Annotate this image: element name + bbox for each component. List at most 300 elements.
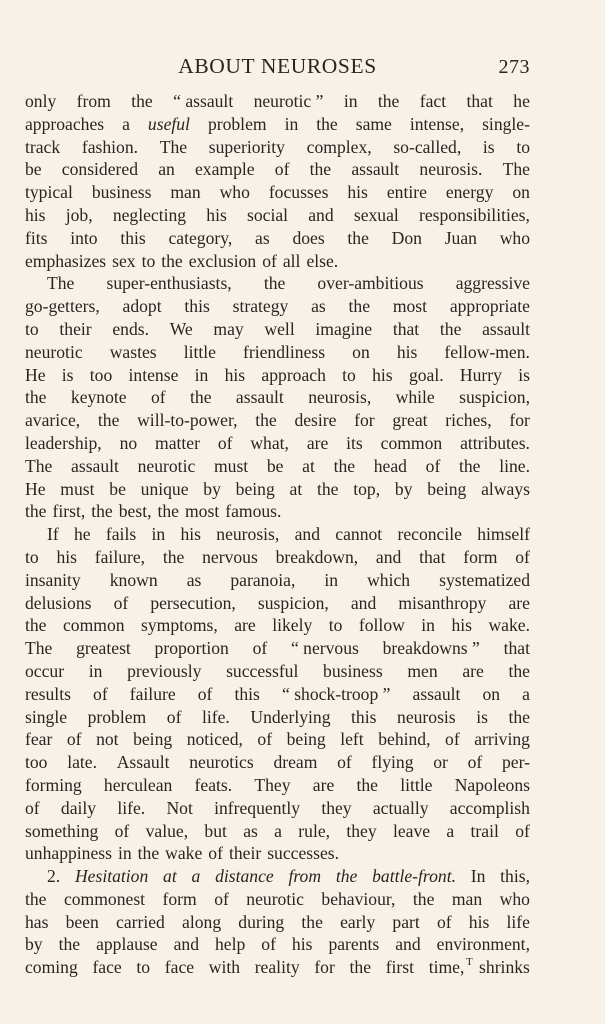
word: in — [151, 524, 166, 545]
word: of — [515, 546, 530, 567]
word: man — [170, 182, 201, 203]
word: all — [282, 250, 301, 271]
word: problem — [87, 706, 147, 727]
word: a — [191, 866, 201, 887]
word: distance — [215, 866, 274, 887]
word: the — [348, 296, 371, 317]
word: to — [328, 615, 343, 636]
word: been — [65, 911, 99, 932]
word: for — [509, 410, 530, 431]
word: example — [195, 159, 255, 180]
word: the — [161, 250, 183, 271]
text-line — [25, 386, 530, 409]
word: single- — [482, 113, 530, 134]
word: assault — [71, 455, 119, 476]
text-line — [25, 956, 530, 979]
word: exclusion — [188, 250, 257, 271]
word: line. — [499, 455, 530, 476]
word: part — [392, 911, 420, 932]
word: Napoleons — [454, 774, 530, 795]
word: The — [502, 159, 530, 180]
word: proportion — [154, 638, 229, 659]
word: complex, — [306, 136, 372, 157]
word: shrinks — [479, 957, 530, 978]
word: first, — [52, 501, 86, 522]
word: The — [25, 638, 53, 659]
word: man — [451, 888, 483, 909]
word: insanity — [25, 569, 81, 590]
word: cannot — [335, 524, 383, 545]
word: and — [173, 934, 200, 955]
word: “ nervous — [290, 638, 359, 659]
word: a — [446, 820, 455, 841]
word: the — [349, 957, 372, 978]
text-line — [25, 478, 530, 501]
word: face — [164, 957, 195, 978]
word: of — [25, 797, 40, 818]
text-line — [25, 341, 530, 364]
word: great — [392, 410, 428, 431]
word: strategy — [232, 296, 289, 317]
text-line — [25, 500, 530, 523]
word: top, — [353, 478, 381, 499]
word: as — [243, 820, 258, 841]
word: social — [247, 204, 289, 225]
word: emphasizes — [25, 250, 107, 271]
word: well — [264, 318, 295, 339]
word: the — [412, 888, 435, 909]
word: delusions — [25, 592, 92, 613]
word: most — [392, 296, 428, 317]
word: the — [508, 660, 530, 681]
text-line — [25, 842, 530, 865]
word: reality — [254, 957, 300, 978]
word: job, — [65, 204, 93, 225]
word: responsibilities, — [418, 204, 530, 225]
word: feats. — [194, 774, 233, 795]
word: form — [162, 888, 197, 909]
word: the — [333, 455, 356, 476]
word: to — [342, 364, 356, 385]
word: and — [308, 204, 334, 225]
word: go-getters, — [25, 296, 100, 317]
word: to — [25, 546, 39, 567]
word: not — [96, 729, 119, 750]
word: are — [508, 592, 530, 613]
word: late. — [67, 752, 97, 773]
word: neurosis, — [216, 524, 280, 545]
word: too — [89, 364, 113, 385]
word: coming — [25, 957, 78, 978]
word: is — [476, 706, 488, 727]
word: in — [194, 364, 209, 385]
word: likely — [272, 615, 313, 636]
word: category, — [168, 227, 233, 248]
text-line — [25, 523, 530, 546]
word: being — [427, 478, 467, 499]
word: carried — [116, 911, 165, 932]
word: in — [421, 615, 435, 636]
word: of — [436, 911, 452, 932]
word: problem — [207, 113, 267, 134]
word: this — [351, 706, 377, 727]
signature-mark: T — [466, 956, 474, 968]
word: “ assault — [173, 91, 234, 111]
word: assault — [482, 318, 530, 339]
text-line — [25, 592, 530, 615]
word: the — [25, 387, 47, 408]
word: assault — [351, 159, 400, 180]
word: 2. — [47, 866, 61, 887]
word: attributes. — [460, 432, 530, 453]
text-line — [25, 204, 530, 227]
word: on — [512, 182, 530, 203]
word: focusses — [268, 182, 329, 203]
word: his — [180, 524, 201, 545]
word: neurosis — [397, 706, 456, 727]
word: actually — [372, 797, 429, 818]
word: goal. — [408, 364, 444, 385]
word: too — [25, 752, 48, 773]
word: of — [217, 432, 233, 453]
word: suspicion, — [459, 387, 530, 408]
word: does — [292, 227, 325, 248]
word: leadership, — [25, 432, 102, 453]
word: are — [312, 774, 335, 795]
word: keynote — [70, 387, 127, 408]
word: head — [373, 455, 407, 476]
word: noticed, — [186, 729, 243, 750]
word: neurotic — [25, 341, 83, 362]
word: men — [407, 660, 438, 681]
word: reconcile — [397, 524, 462, 545]
word: the — [137, 843, 160, 864]
word: his — [206, 204, 227, 225]
word: aggressive — [455, 273, 530, 294]
word: Hesitation — [74, 866, 149, 887]
text-line — [25, 751, 530, 774]
word: to — [25, 318, 39, 339]
word: its — [346, 432, 363, 453]
text-line — [25, 614, 530, 637]
word: approaches — [25, 113, 105, 134]
word: successes. — [267, 843, 340, 864]
word: his — [291, 934, 313, 955]
word: of — [166, 706, 182, 727]
word: be — [266, 455, 284, 476]
word: by — [394, 478, 413, 499]
word: persecution, — [150, 592, 236, 613]
text-line — [25, 569, 530, 592]
word: are — [306, 432, 329, 453]
word: daily — [60, 797, 97, 818]
word: track — [25, 136, 61, 157]
text-line — [25, 911, 530, 934]
word: of — [515, 820, 530, 841]
word: superiority — [208, 136, 285, 157]
word: first — [385, 957, 415, 978]
word: assault — [235, 387, 284, 408]
word: may — [213, 318, 244, 339]
word: by — [25, 934, 43, 955]
body-text — [25, 90, 530, 979]
word: has — [25, 911, 49, 932]
word: per- — [502, 752, 530, 773]
word: imagine — [315, 318, 373, 339]
word: the — [25, 501, 47, 522]
word: will-to-power, — [137, 410, 238, 431]
text-line — [25, 546, 530, 569]
text-line — [25, 728, 530, 751]
word: of — [113, 592, 129, 613]
word: rule, — [298, 820, 331, 841]
word: useful — [147, 113, 190, 134]
word: he — [74, 524, 91, 545]
word: sexual — [353, 204, 399, 225]
word: of — [261, 934, 276, 955]
word: his — [56, 546, 77, 567]
word: at — [302, 455, 315, 476]
word: We — [169, 318, 193, 339]
running-head — [25, 54, 530, 84]
word: be — [109, 478, 126, 499]
word: single — [25, 706, 68, 727]
word: no — [119, 432, 138, 453]
word: fact — [419, 91, 447, 111]
word: wastes — [109, 341, 157, 362]
word: unique — [140, 478, 189, 499]
word: neurosis. — [419, 159, 483, 180]
word: and — [294, 524, 320, 545]
word: which — [367, 569, 411, 590]
word: little — [400, 774, 433, 795]
word: symptoms, — [141, 615, 218, 636]
word: as — [311, 296, 326, 317]
word: failure — [129, 683, 176, 704]
word: else. — [306, 250, 339, 271]
word: greatest — [76, 638, 131, 659]
text-line — [25, 432, 530, 455]
word: previously — [127, 660, 202, 681]
word: that — [419, 546, 446, 567]
word: in — [343, 91, 358, 111]
text-line — [25, 706, 530, 729]
word: the — [91, 501, 113, 522]
word: approach — [261, 364, 326, 385]
word: that — [392, 318, 420, 339]
word: occur — [25, 660, 65, 681]
word: Not — [166, 797, 193, 818]
word: the — [131, 91, 153, 111]
word: the — [263, 273, 286, 294]
word: fellow-men. — [444, 341, 530, 362]
word: a — [122, 113, 130, 134]
word: appropriate — [449, 296, 530, 317]
word: desire — [294, 410, 337, 431]
word: nervous — [202, 546, 258, 567]
word: is — [482, 136, 495, 157]
word: as — [255, 227, 270, 248]
word: is — [61, 364, 74, 385]
word: is — [518, 364, 530, 385]
word: trail — [470, 820, 499, 841]
word: best, — [118, 501, 152, 522]
word: only — [25, 91, 57, 111]
word: of — [262, 250, 277, 271]
word: of — [337, 752, 352, 773]
word: an — [158, 159, 175, 180]
word: Juan — [444, 227, 477, 248]
word: or — [433, 752, 448, 773]
word: the — [309, 159, 332, 180]
word: fails — [105, 524, 137, 545]
word: must — [213, 455, 249, 476]
word: for — [354, 410, 375, 431]
word: the — [301, 911, 323, 932]
word: accomplish — [449, 797, 530, 818]
word: at — [163, 866, 177, 887]
word: flying — [371, 752, 414, 773]
word: They — [254, 774, 291, 795]
word: he — [513, 91, 530, 111]
text-line — [25, 797, 530, 820]
text-line — [25, 455, 530, 478]
word: infrequently — [214, 797, 301, 818]
word: ends. — [112, 318, 149, 339]
word: Underlying — [250, 706, 331, 727]
word: something — [25, 820, 99, 841]
word: assault — [412, 683, 461, 704]
word: they — [346, 820, 377, 841]
text-line — [25, 272, 530, 295]
word: avarice, — [25, 410, 81, 431]
word: dream — [273, 752, 318, 773]
word: riches, — [445, 410, 492, 431]
word: in — [117, 843, 132, 864]
word: his — [25, 204, 46, 225]
word: and — [375, 546, 402, 567]
word: his — [396, 341, 418, 362]
word: of — [425, 455, 441, 476]
word: time, — [428, 957, 465, 978]
word: the — [316, 478, 339, 499]
word: commonest — [63, 888, 146, 909]
text-line — [25, 820, 530, 843]
word: life. — [117, 797, 146, 818]
word: of — [445, 729, 460, 750]
word: Don — [391, 227, 422, 248]
word: but — [204, 820, 227, 841]
word: known — [109, 569, 158, 590]
text-line — [25, 158, 530, 181]
text-line — [25, 318, 530, 341]
text-line — [25, 888, 530, 911]
word: life. — [201, 706, 230, 727]
word: fits — [25, 227, 48, 248]
word: to — [136, 957, 151, 978]
word: If — [47, 524, 59, 545]
word: who — [219, 182, 250, 203]
word: In — [470, 866, 486, 887]
word: in — [324, 569, 339, 590]
word: battle-front. — [372, 866, 456, 887]
word: are — [462, 660, 484, 681]
word: help — [215, 934, 246, 955]
word: from — [76, 91, 111, 111]
word: typical — [25, 182, 73, 203]
word: that — [503, 638, 530, 659]
word: fear — [25, 729, 53, 750]
text-line — [25, 933, 530, 956]
word: his — [468, 911, 490, 932]
word: the — [25, 888, 47, 909]
word: the — [356, 774, 378, 795]
word: who — [499, 227, 530, 248]
word: must — [60, 478, 95, 499]
word: while — [395, 387, 435, 408]
word: of — [93, 683, 108, 704]
word: suspicion, — [257, 592, 329, 613]
word: friendliness — [243, 341, 326, 362]
word: the — [508, 706, 530, 727]
word: He — [25, 478, 46, 499]
word: the — [347, 227, 369, 248]
word: of — [197, 683, 213, 704]
word: neurosis, — [308, 387, 372, 408]
word: who — [499, 888, 530, 909]
word: to — [516, 136, 530, 157]
word: and — [350, 592, 377, 613]
word: the — [335, 866, 358, 887]
word: this — [184, 296, 210, 317]
word: a — [274, 820, 282, 841]
word: over-ambitious — [317, 273, 424, 294]
word: arriving — [474, 729, 530, 750]
word: his — [347, 182, 368, 203]
word: behaviour, — [321, 888, 396, 909]
text-line — [25, 865, 530, 888]
word: being — [286, 729, 326, 750]
word: failure, — [94, 546, 146, 567]
text-line — [25, 250, 530, 273]
word: The — [47, 273, 75, 294]
word: to — [141, 250, 156, 271]
word: applause — [96, 934, 158, 955]
word: entire — [386, 182, 427, 203]
word: at — [289, 478, 303, 499]
text-line — [25, 683, 530, 706]
word: The — [159, 136, 188, 157]
word: herculean — [103, 774, 173, 795]
word: the — [97, 410, 120, 431]
word: He — [25, 364, 46, 385]
word: of — [114, 820, 130, 841]
word: that — [466, 91, 493, 111]
word: successful — [226, 660, 299, 681]
word: paranoia, — [230, 569, 296, 590]
word: matter — [155, 432, 200, 453]
word: behind, — [378, 729, 431, 750]
word: parents — [328, 934, 380, 955]
word: into — [70, 227, 98, 248]
word: this, — [500, 866, 530, 887]
word: by — [203, 478, 221, 499]
text-line — [25, 295, 530, 318]
word: common — [380, 432, 443, 453]
word: wake. — [488, 615, 530, 636]
word: the — [190, 387, 212, 408]
word: the — [459, 455, 481, 476]
